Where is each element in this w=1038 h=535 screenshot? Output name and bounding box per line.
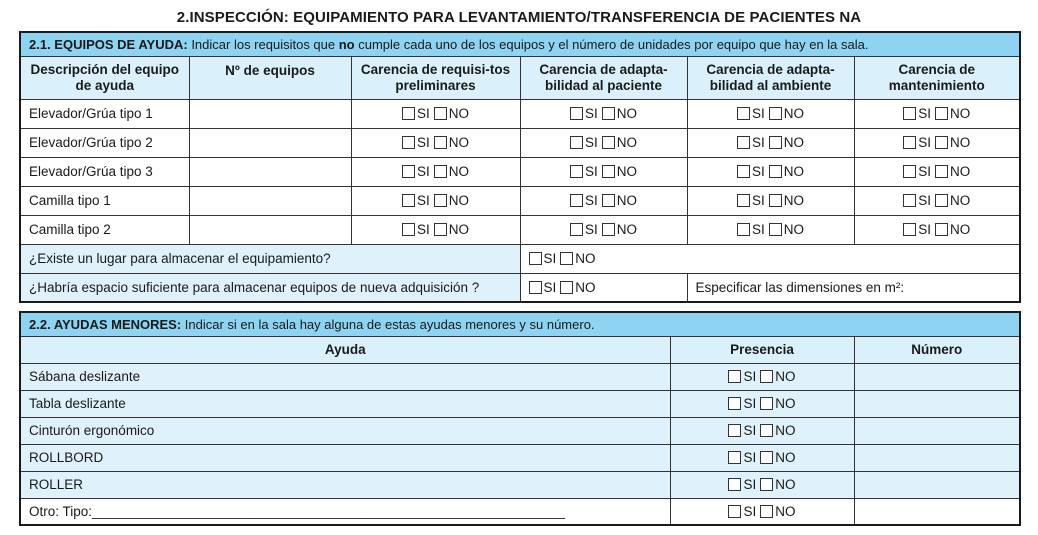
si-checkbox[interactable] xyxy=(402,136,415,149)
si-no-cell: SI NO xyxy=(670,444,854,471)
si-checkbox[interactable] xyxy=(737,165,750,178)
si-checkbox[interactable] xyxy=(570,136,583,149)
si-checkbox[interactable] xyxy=(903,107,916,120)
si-no-cell: SI NO xyxy=(520,186,687,215)
number-field[interactable] xyxy=(854,498,1020,525)
col-header: Presencia xyxy=(670,336,854,363)
col-header: Ayuda xyxy=(20,336,670,363)
count-field[interactable] xyxy=(189,99,351,128)
storage-answer: SI NO xyxy=(520,244,1020,273)
si-no-cell: SI NO xyxy=(687,128,854,157)
number-field[interactable] xyxy=(854,363,1020,390)
table-row xyxy=(20,363,1020,390)
si-checkbox[interactable] xyxy=(728,370,741,383)
si-checkbox[interactable] xyxy=(903,165,916,178)
si-checkbox[interactable] xyxy=(402,194,415,207)
si-no-cell: SI NO xyxy=(670,417,854,444)
table-row xyxy=(20,417,1020,444)
no-checkbox[interactable] xyxy=(602,223,615,236)
table-row xyxy=(20,186,1020,215)
section-title: 2.INSPECCIÓN: EQUIPAMIENTO PARA LEVANTAMIENTO/TRANSFERENCIA DE PACIENTES NA xyxy=(176,9,862,26)
table-row xyxy=(20,444,1020,471)
count-field[interactable] xyxy=(189,215,351,244)
number-field[interactable] xyxy=(854,417,1020,444)
si-checkbox[interactable] xyxy=(903,194,916,207)
si-checkbox[interactable] xyxy=(737,223,750,236)
si-checkbox[interactable] xyxy=(570,194,583,207)
no-checkbox[interactable] xyxy=(560,281,573,294)
col-header: Carencia de adapta-bilidad al paciente xyxy=(520,56,687,99)
count-field[interactable] xyxy=(189,128,351,157)
si-no-cell: SI NO xyxy=(520,157,687,186)
no-checkbox[interactable] xyxy=(602,194,615,207)
equipment-name: Elevador/Grúa tipo 3 xyxy=(20,157,189,186)
si-no-cell: SI NO xyxy=(351,186,520,215)
aid-name: ROLLER xyxy=(20,471,670,498)
si-checkbox[interactable] xyxy=(737,194,750,207)
si-checkbox[interactable] xyxy=(529,252,542,265)
si-no-cell: SI NO xyxy=(520,99,687,128)
number-field[interactable] xyxy=(854,444,1020,471)
si-no-cell: SI NO xyxy=(687,157,854,186)
si-checkbox[interactable] xyxy=(728,424,741,437)
si-no-cell: SI NO xyxy=(854,99,1020,128)
col-header: Número xyxy=(854,336,1020,363)
si-no-cell: SI NO xyxy=(854,215,1020,244)
space-answer: SI NO xyxy=(520,273,687,302)
si-no-cell: SI NO xyxy=(351,128,520,157)
no-checkbox[interactable] xyxy=(760,397,773,410)
si-no-cell: SI NO xyxy=(687,186,854,215)
table-row xyxy=(20,498,1020,525)
no-checkbox[interactable] xyxy=(760,451,773,464)
equipos-de-ayuda-table xyxy=(19,31,1021,303)
si-checkbox[interactable] xyxy=(737,136,750,149)
aid-name: Sábana deslizante xyxy=(20,363,670,390)
no-checkbox[interactable] xyxy=(769,165,782,178)
no-checkbox[interactable] xyxy=(434,107,447,120)
si-no-cell: SI NO xyxy=(687,215,854,244)
si-no-cell: SI NO xyxy=(687,99,854,128)
si-no-cell: SI NO xyxy=(854,128,1020,157)
aid-name: Otro: Tipo:_______________________________________________________________ xyxy=(20,498,670,525)
no-checkbox[interactable] xyxy=(760,370,773,383)
si-checkbox[interactable] xyxy=(570,165,583,178)
si-no-cell: SI NO xyxy=(670,390,854,417)
no-checkbox[interactable] xyxy=(760,424,773,437)
si-no-cell: SI NO xyxy=(351,215,520,244)
aid-name: Tabla deslizante xyxy=(20,390,670,417)
aid-name: ROLLBORD xyxy=(20,444,670,471)
no-checkbox[interactable] xyxy=(935,223,948,236)
no-checkbox[interactable] xyxy=(760,478,773,491)
si-no-cell: SI NO xyxy=(351,99,520,128)
no-checkbox[interactable] xyxy=(602,107,615,120)
col-header: Carencia de mantenimiento xyxy=(854,56,1020,99)
dimensions-field[interactable]: Especificar las dimensiones en m²: xyxy=(687,273,1020,302)
si-checkbox[interactable] xyxy=(728,505,741,518)
no-checkbox[interactable] xyxy=(769,223,782,236)
table-row xyxy=(20,471,1020,498)
number-field[interactable] xyxy=(854,471,1020,498)
no-checkbox[interactable] xyxy=(769,194,782,207)
si-checkbox[interactable] xyxy=(570,223,583,236)
no-checkbox[interactable] xyxy=(602,136,615,149)
col-header: Nº de equipos xyxy=(189,56,351,99)
si-no-cell: SI NO xyxy=(670,363,854,390)
si-no-cell: SI NO xyxy=(520,215,687,244)
equipment-name: Camilla tipo 2 xyxy=(20,215,189,244)
si-checkbox[interactable] xyxy=(903,223,916,236)
no-checkbox[interactable] xyxy=(769,136,782,149)
aid-name: Cinturón ergonómico xyxy=(20,417,670,444)
si-checkbox[interactable] xyxy=(737,107,750,120)
equipment-name: Elevador/Grúa tipo 2 xyxy=(20,128,189,157)
no-checkbox[interactable] xyxy=(760,505,773,518)
equipment-name: Elevador/Grúa tipo 1 xyxy=(20,99,189,128)
si-checkbox[interactable] xyxy=(570,107,583,120)
no-checkbox[interactable] xyxy=(602,165,615,178)
table-row xyxy=(20,390,1020,417)
si-no-cell: SI NO xyxy=(854,186,1020,215)
col-header: Carencia de requisi-tos preliminares xyxy=(351,56,520,99)
si-no-cell: SI NO xyxy=(351,157,520,186)
si-no-cell: SI NO xyxy=(670,498,854,525)
no-checkbox[interactable] xyxy=(434,223,447,236)
si-checkbox[interactable] xyxy=(728,478,741,491)
si-no-cell: SI NO xyxy=(854,157,1020,186)
count-field[interactable] xyxy=(189,186,351,215)
si-checkbox[interactable] xyxy=(402,165,415,178)
equipment-name: Camilla tipo 1 xyxy=(20,186,189,215)
no-checkbox[interactable] xyxy=(935,136,948,149)
section-2-1-header: 2.1. EQUIPOS DE AYUDA: Indicar los requisitos que no cumple cada uno de los equipos y el número de unidades por equipo que hay en la sala. xyxy=(20,32,1020,56)
si-no-cell: SI NO xyxy=(520,128,687,157)
si-no-cell: SI NO xyxy=(670,471,854,498)
no-checkbox[interactable] xyxy=(935,107,948,120)
si-checkbox[interactable] xyxy=(903,136,916,149)
count-field[interactable] xyxy=(189,157,351,186)
no-checkbox[interactable] xyxy=(935,194,948,207)
no-checkbox[interactable] xyxy=(560,252,573,265)
section-2-2-header: 2.2. AYUDAS MENORES: Indicar si en la sala hay alguna de estas ayudas menores y su número. xyxy=(20,312,1020,336)
storage-question: ¿Existe un lugar para almacenar el equipamiento? xyxy=(20,244,520,273)
no-checkbox[interactable] xyxy=(434,194,447,207)
si-checkbox[interactable] xyxy=(728,451,741,464)
no-checkbox[interactable] xyxy=(935,165,948,178)
ayudas-menores-table xyxy=(19,311,1021,526)
si-checkbox[interactable] xyxy=(402,107,415,120)
col-header: Descripción del equipo de ayuda xyxy=(20,56,189,99)
number-field[interactable] xyxy=(854,390,1020,417)
table-row xyxy=(20,215,1020,244)
space-question: ¿Habría espacio suficiente para almacenar equipos de nueva adquisición ? xyxy=(20,273,520,302)
si-checkbox[interactable] xyxy=(728,397,741,410)
no-checkbox[interactable] xyxy=(434,136,447,149)
si-checkbox[interactable] xyxy=(402,223,415,236)
table-row xyxy=(20,157,1020,186)
si-checkbox[interactable] xyxy=(529,281,542,294)
no-checkbox[interactable] xyxy=(434,165,447,178)
table-row xyxy=(20,128,1020,157)
col-header: Carencia de adapta-bilidad al ambiente xyxy=(687,56,854,99)
table-row xyxy=(20,99,1020,128)
no-checkbox[interactable] xyxy=(769,107,782,120)
